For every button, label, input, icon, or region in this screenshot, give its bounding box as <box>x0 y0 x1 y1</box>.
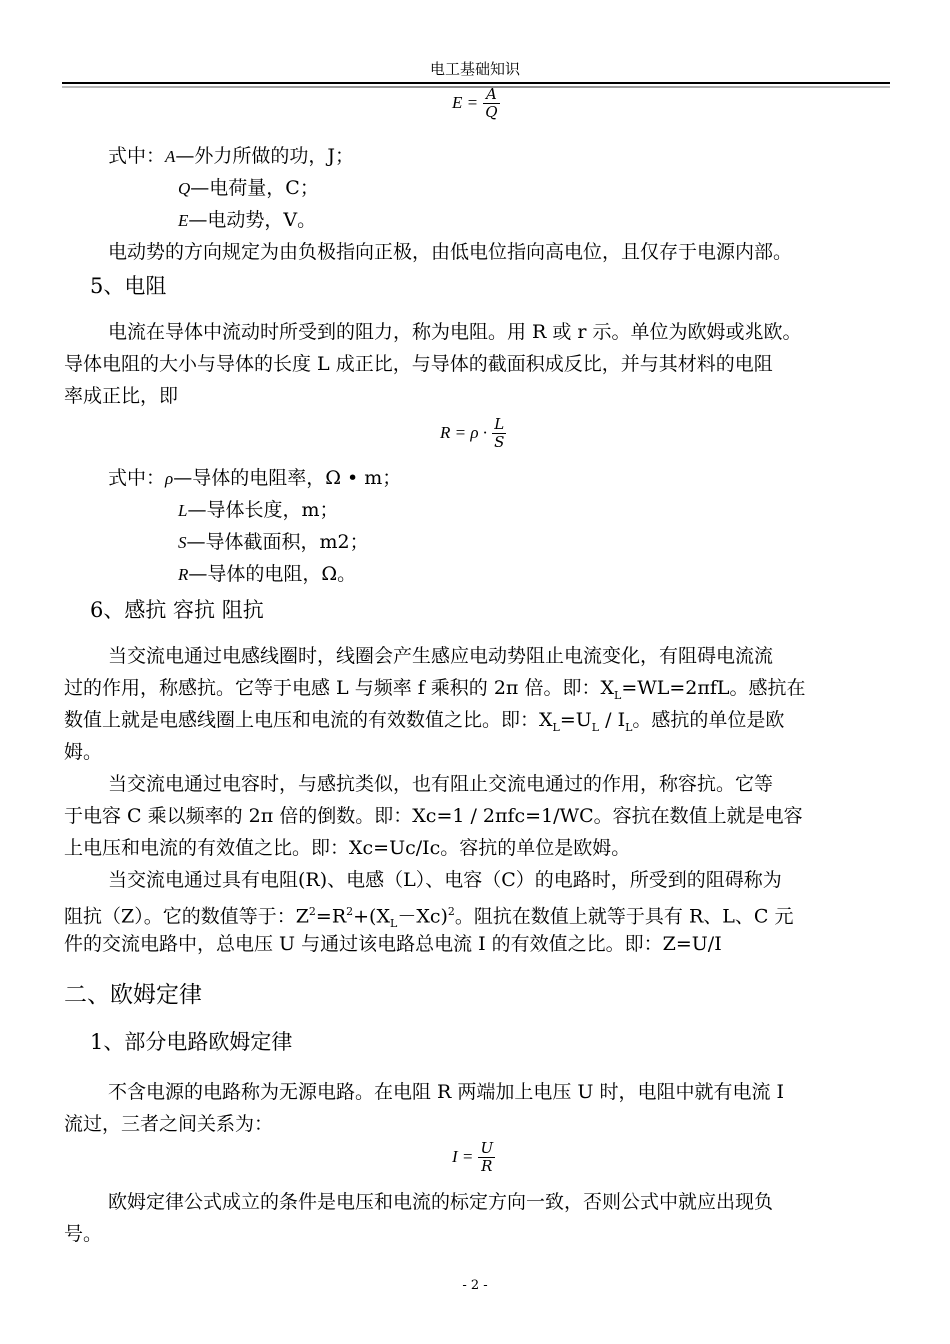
section-heading: 5、电阻 <box>90 274 167 298</box>
where-prefix: 式中： <box>108 467 166 489</box>
paragraph-line: 当交流电通过具有电阻(R)、电感（L）、电容（C）的电路时，所受到的阻碍称为 <box>108 869 782 891</box>
symbol: E <box>178 211 189 230</box>
paragraph-line <box>64 704 784 744</box>
subscript: L <box>552 720 560 734</box>
formula-ohm <box>452 1140 495 1175</box>
symbol-desc: —导体的电阻率，Ω • m； <box>173 467 402 489</box>
header-rule <box>62 82 890 84</box>
where-line <box>178 494 339 527</box>
page-number: - 2 - <box>462 1278 488 1293</box>
formula-resistance <box>440 416 506 451</box>
where-line <box>108 462 401 495</box>
paragraph-line: 当交流电通过电容时，与感抗类似，也有阻止交流电通过的作用，称容抗。它等 <box>108 773 774 795</box>
paragraph-line: 当交流电通过电感线圈时，线圈会产生感应电动势阻止电流变化，有阻碍电流流 <box>108 645 774 667</box>
symbol: R <box>178 565 189 584</box>
paragraph-line: 号。 <box>64 1223 103 1245</box>
symbol-desc: —电动势，V。 <box>188 209 317 231</box>
text-run: 。感抗的单位是欧 <box>632 709 785 731</box>
page-header-title: 电工基础知识 <box>429 60 520 78</box>
text-run: =U <box>559 709 592 731</box>
text-run: =WL=2πfL。感抗在 <box>621 677 806 699</box>
symbol-desc: —导体长度，m； <box>187 499 339 521</box>
formula-lhs: E = <box>452 93 479 112</box>
formula-lhs: R = ρ · <box>440 423 488 442</box>
denominator: R <box>481 1157 493 1175</box>
symbol: ρ <box>165 469 174 488</box>
text-run: 数值上就是电感线圈上电压和电流的有效数值之比。即：X <box>64 709 553 731</box>
text-run: =R <box>315 905 347 928</box>
chapter-heading: 二、欧姆定律 <box>64 982 202 1008</box>
section-heading: 6、感抗 容抗 阻抗 <box>90 598 264 622</box>
paragraph-line: 电动势的方向规定为由负极指向正极，由低电位指向高电位，且仅存于电源内部。 <box>108 241 793 263</box>
where-line <box>178 172 319 205</box>
symbol-desc: —导体截面积，m2； <box>186 531 369 553</box>
text-run: / I <box>599 709 626 731</box>
where-prefix: 式中： <box>108 145 166 167</box>
superscript: 2 <box>447 905 455 918</box>
where-line <box>108 140 354 173</box>
formula-emf <box>452 86 500 121</box>
numerator: L <box>492 416 506 434</box>
paragraph-line: 电流在导体中流动时所受到的阻力，称为电阻。用 R 或 r 示。单位为欧姆或兆欧。 <box>108 321 802 343</box>
formula-lhs: I = <box>452 1147 474 1166</box>
paragraph-line: 上电压和电流的有效值之比。即：Xc=Uc/Ic。容抗的单位是欧姆。 <box>64 837 631 859</box>
paragraph-line: 于电容 C 乘以频率的 2π 倍的倒数。即：Xc=1 / 2πfc=1/WC。容抗在数值上就是电容 <box>64 805 803 827</box>
subscript: L <box>390 917 398 931</box>
subscript: L <box>625 720 633 734</box>
fraction <box>492 416 506 451</box>
fraction <box>478 1140 495 1175</box>
superscript: 2 <box>346 905 354 918</box>
where-line <box>178 558 356 591</box>
paragraph-line: 流过，三者之间关系为： <box>64 1113 274 1135</box>
symbol: A <box>165 147 176 166</box>
text-run: －Xc) <box>397 905 448 928</box>
text-run: +(X <box>353 905 390 928</box>
subscript: L <box>591 720 600 734</box>
denominator: Q <box>485 103 498 121</box>
numerator: U <box>480 1139 494 1157</box>
symbol: L <box>178 501 188 520</box>
text-run: 。阻抗在数值上就等于具有 R、L、C 元 <box>454 905 794 928</box>
paragraph-line: 件的交流电路中，总电压 U 与通过该电路总电流 I 的有效值之比。即：Z=U/I <box>64 933 722 955</box>
symbol: S <box>178 533 187 552</box>
numerator: A <box>483 86 499 104</box>
text-run: 阻抗（Z）。它的数值等于：Z <box>64 905 309 928</box>
text-run: 过的作用，称感抗。它等于电感 L 与频率 f 乘积的 2π 倍。即：X <box>64 677 614 699</box>
where-line <box>178 526 369 559</box>
paragraph-line: 导体电阻的大小与导体的长度 L 成正比，与导体的截面积成反比，并与其材料的电阻 <box>64 353 773 375</box>
superscript: 2 <box>308 905 316 918</box>
denominator: S <box>494 433 505 451</box>
paragraph-line: 欧姆定律公式成立的条件是电压和电流的标定方向一致，否则公式中就应出现负 <box>108 1191 774 1213</box>
fraction <box>483 86 499 121</box>
subscript: L <box>614 688 622 702</box>
paragraph-line: 不含电源的电路称为无源电路。在电阻 R 两端加上电压 U 时，电阻中就有电流 I <box>108 1081 785 1103</box>
where-line <box>178 204 316 237</box>
symbol-desc: —电荷量，C； <box>190 177 319 199</box>
section-heading: 1、部分电路欧姆定律 <box>90 1030 293 1054</box>
paragraph-line: 率成正比，即 <box>64 385 179 407</box>
paragraph-line: 姆。 <box>64 741 103 763</box>
symbol: Q <box>178 179 191 198</box>
symbol-desc: —外力所做的功，J； <box>175 145 355 167</box>
symbol-desc: —导体的电阻，Ω。 <box>188 563 357 585</box>
